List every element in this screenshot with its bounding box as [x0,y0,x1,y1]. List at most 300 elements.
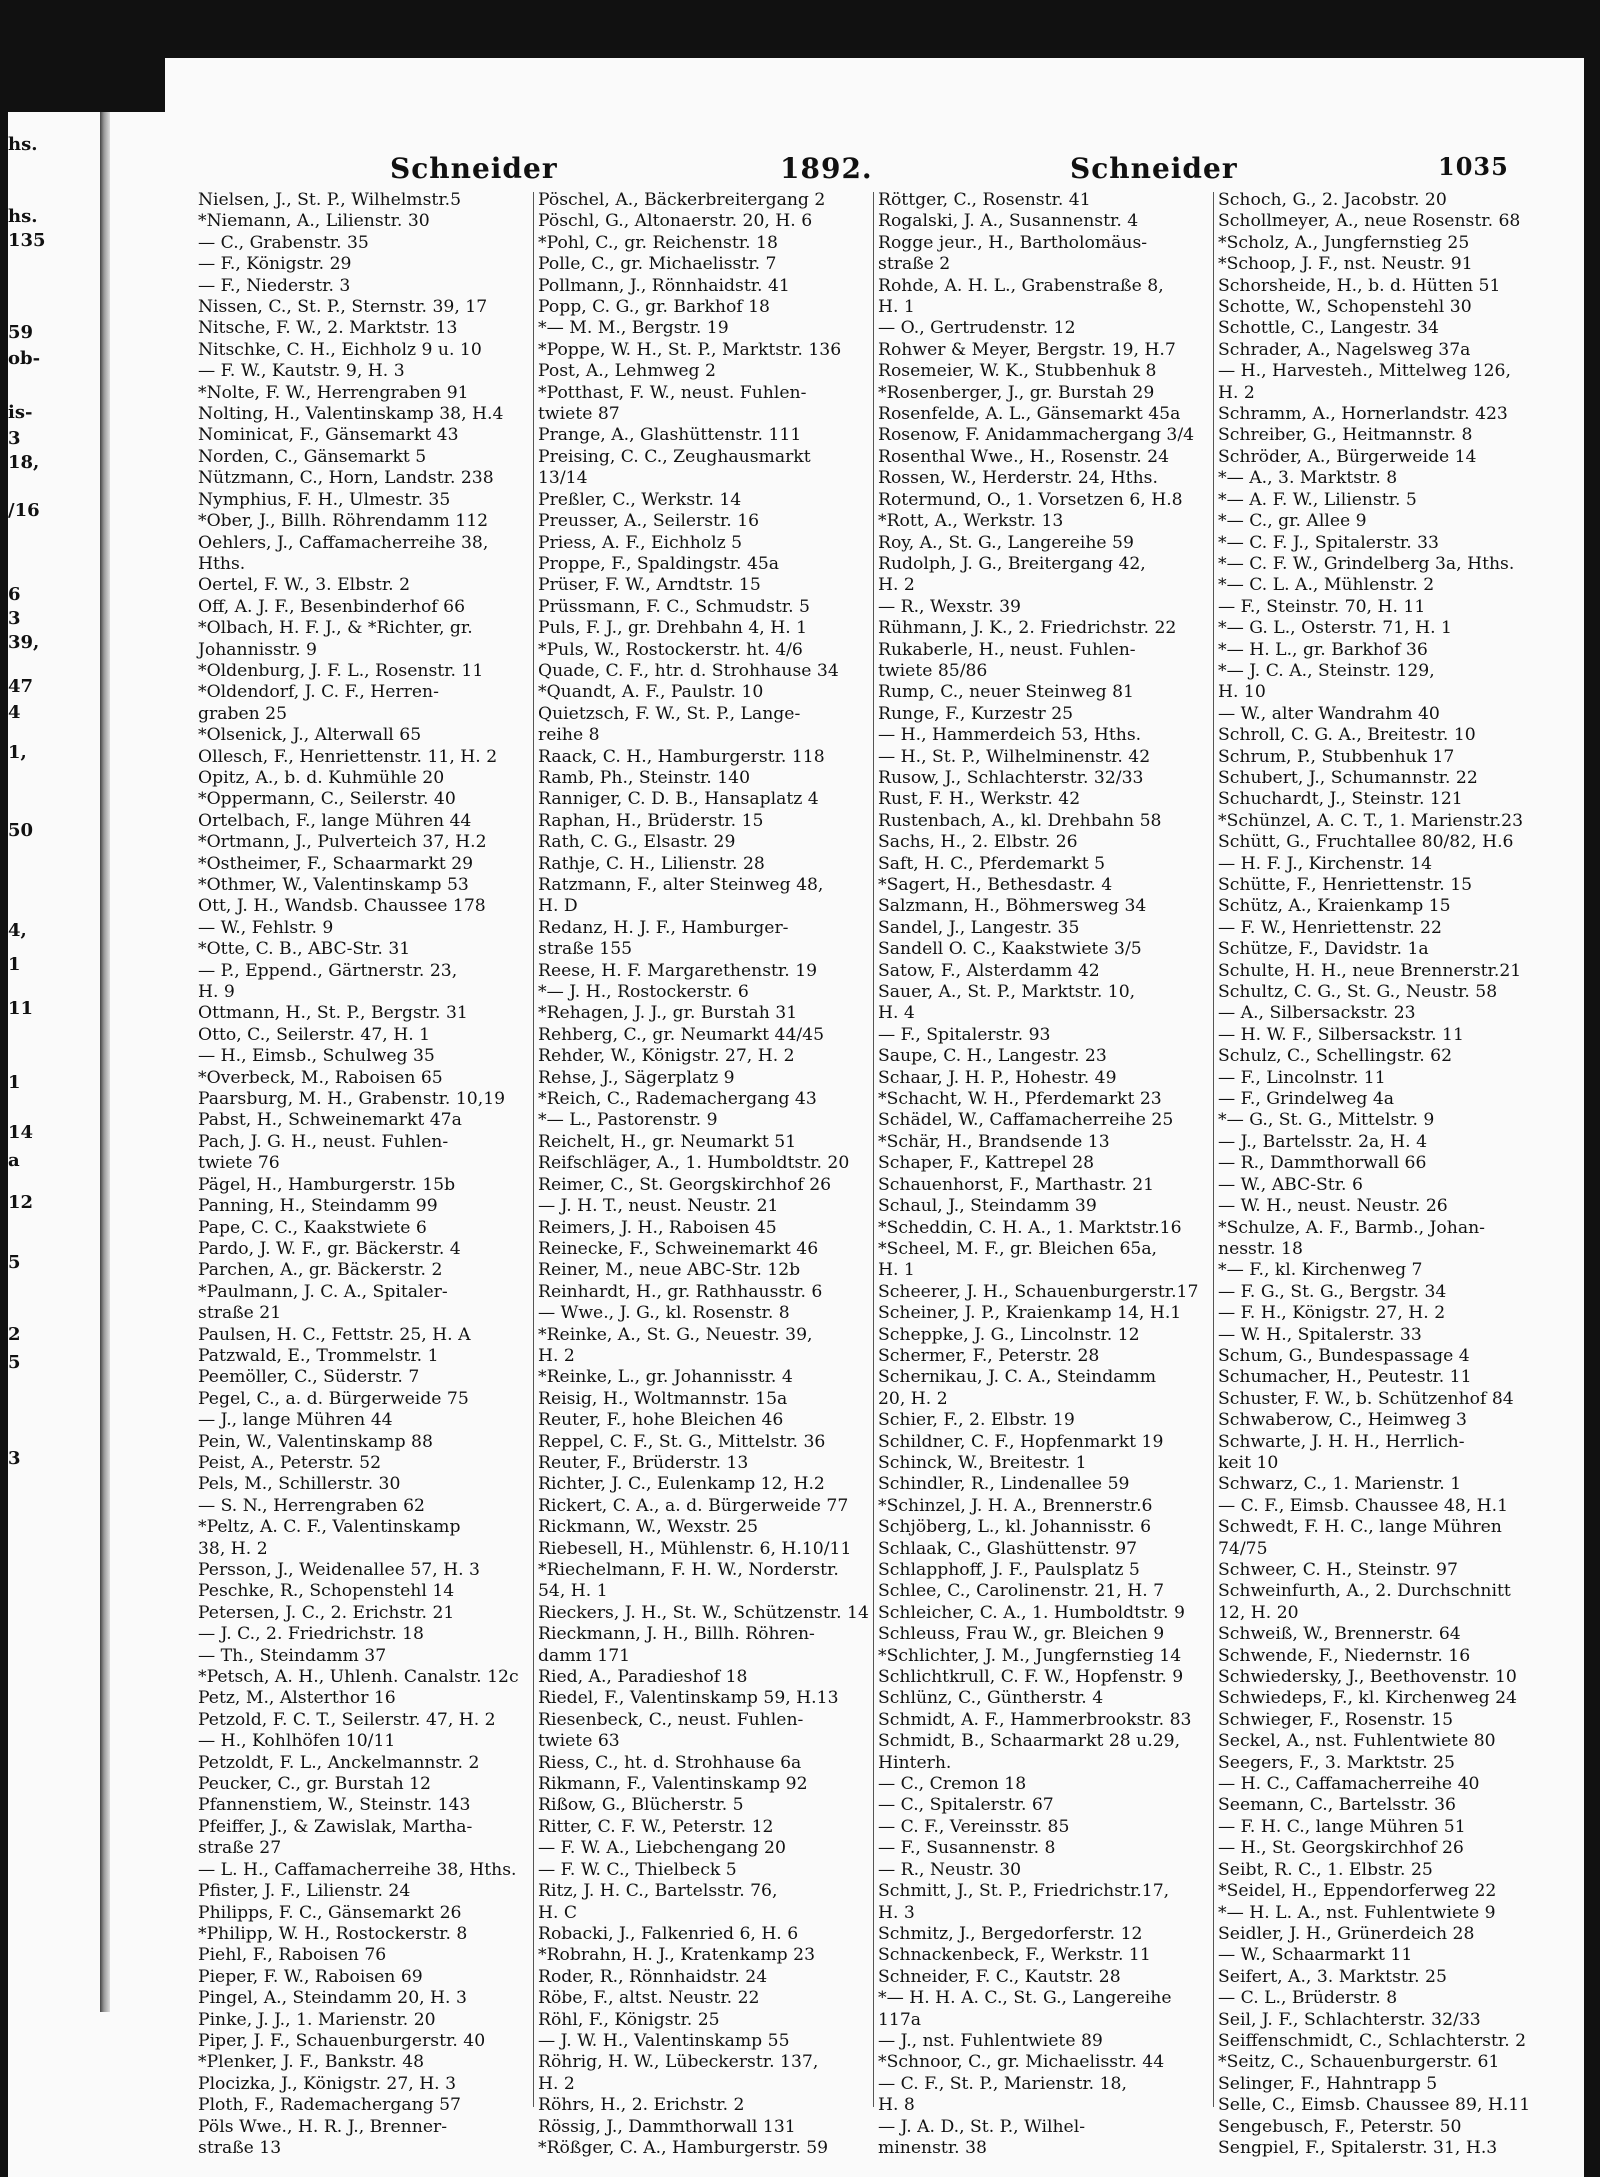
directory-entry: Schlaak, C., Glashüttenstr. 97 [878,1538,1138,1559]
margin-fragment: 12 [8,1192,34,1213]
directory-entry: *Olsenick, J., Alterwall 65 [198,725,422,746]
directory-entry: Schreiber, G., Heitmannstr. 8 [1218,425,1473,446]
directory-entry: *Olbach, H. F. J., & *Richter, gr. [198,618,473,639]
directory-entry: Piehl, F., Raboisen 76 [198,1945,387,1966]
directory-entry: Parchen, A., gr. Bäckerstr. 2 [198,1260,443,1281]
directory-entry: 54, H. 1 [538,1581,608,1602]
directory-entry: — W., Schaarmarkt 11 [1218,1945,1413,1966]
directory-entry: — Th., Steindamm 37 [198,1645,387,1666]
directory-entry: *Otte, C. B., ABC-Str. 31 [198,939,411,960]
directory-entry: — H., Kohlhöfen 10/11 [198,1731,396,1752]
directory-entry: *Philipp, W. H., Rostockerstr. 8 [198,1923,468,1944]
directory-entry: damm 171 [538,1645,631,1666]
directory-entry: *Ostheimer, F., Schaarmarkt 29 [198,853,474,874]
directory-entry: Petz, M., Alsterthor 16 [198,1688,396,1709]
directory-entry: Nominicat, F., Gänsemarkt 43 [198,425,459,446]
directory-entry: Riebesell, H., Mühlenstr. 6, H.10/11 [538,1538,852,1559]
directory-entry: — F. W., Henriettenstr. 22 [1218,917,1442,938]
directory-entry: Schum, G., Bundespassage 4 [1218,1345,1470,1366]
directory-entry: *— A., 3. Marktstr. 8 [1218,468,1398,489]
directory-entry: *Rosenberger, J., gr. Burstah 29 [878,382,1155,403]
directory-entry: Schubert, J., Schumannstr. 22 [1218,767,1478,788]
directory-entry: Redanz, H. J. F., Hamburger- [538,917,789,938]
directory-entry: *Pohl, C., gr. Reichenstr. 18 [538,232,778,253]
directory-entry: — J. A. D., St. P., Wilhel- [878,2116,1086,2137]
margin-fragment: 5 [8,1352,21,1373]
directory-entry: Pach, J. G. H., neust. Fuhlen- [198,1131,449,1152]
directory-entry: Nielsen, J., St. P., Wilhelmstr.5 [198,190,462,210]
directory-entry: Schumacher, H., Peutestr. 11 [1218,1367,1472,1388]
directory-entry: — R., Neustr. 30 [878,1859,1022,1880]
directory-entry: — C. F., Vereinsstr. 85 [878,1816,1070,1837]
directory-entry: *Schulze, A. F., Barmb., Johan- [1218,1217,1485,1238]
directory-entry: — F. G., St. G., Bergstr. 34 [1218,1281,1447,1302]
directory-entry: Schweer, C. H., Steinstr. 97 [1218,1560,1458,1580]
directory-entry: Rust, F. H., Werkstr. 42 [878,789,1081,810]
directory-entry: Schütte, F., Henriettenstr. 15 [1218,875,1473,895]
header-right-name: Schneider [1070,152,1238,185]
directory-entry: — F., Spitalerstr. 93 [878,1024,1051,1045]
directory-entry: Petersen, J. C., 2. Erichstr. 21 [198,1602,455,1623]
directory-entry: *Niemann, A., Lilienstr. 30 [198,211,430,232]
margin-fragment: 47 [8,676,34,697]
directory-entry: *— A. F. W., Lilienstr. 5 [1218,489,1417,510]
directory-entry: Seifert, A., 3. Marktstr. 25 [1218,1966,1447,1987]
directory-entry: Schlee, C., Carolinenstr. 21, H. 7 [878,1581,1165,1602]
directory-entry: Runge, F., Kurzestr 25 [878,703,1074,724]
directory-entry: — F., Susannenstr. 8 [878,1838,1056,1859]
directory-entry: Schottle, C., Langestr. 34 [1218,318,1439,339]
directory-entry: Seckel, A., nst. Fuhlentwiete 80 [1218,1731,1496,1752]
directory-entry: Selinger, F., Hahntrapp 5 [1218,2073,1438,2094]
directory-entry: Robacki, J., Falkenried 6, H. 6 [538,1923,799,1944]
directory-entry: *Oldenburg, J. F. L., Rosenstr. 11 [198,660,484,681]
directory-entry: *Oppermann, C., Seilerstr. 40 [198,789,456,810]
directory-entry: Schwedt, F. H. C., lange Mühren [1218,1517,1502,1538]
directory-entry: Schröder, A., Bürgerweide 14 [1218,446,1477,467]
directory-entry: Nolting, H., Valentinskamp 38, H.4 [198,404,504,425]
directory-entry: Rogalski, J. A., Susannenstr. 4 [878,211,1139,232]
directory-entry: Patzwald, E., Trommelstr. 1 [198,1345,439,1366]
directory-entry: H. 2 [878,575,915,596]
directory-entry: Pollmann, J., Rönnhaidstr. 41 [538,275,790,296]
directory-entry: H. 2 [538,2073,575,2094]
margin-fragment: 3 [8,608,21,629]
directory-entry: *— M. M., Bergstr. 19 [538,318,729,339]
directory-entry: Schulz, C., Schellingstr. 62 [1218,1046,1453,1067]
directory-entry: *— G. L., Osterstr. 71, H. 1 [1218,618,1452,639]
directory-entry: Pägel, H., Hamburgerstr. 15b [198,1174,456,1195]
directory-entry: reihe 8 [538,725,600,746]
margin-fragment: a [8,1150,20,1171]
directory-entry: *Schnoor, C., gr. Michaelisstr. 44 [878,2052,1165,2073]
directory-entry: Preusser, A., Seilerstr. 16 [538,511,760,532]
directory-entry: Schildner, C. F., Hopfenmarkt 19 [878,1431,1164,1452]
directory-entry: Puls, F. J., gr. Drehbahn 4, H. 1 [538,618,808,639]
directory-entry: Schier, F., 2. Elbstr. 19 [878,1410,1075,1431]
directory-entry: Schrader, A., Nagelsweg 37a [1218,339,1471,360]
directory-entry: Rehder, W., Königstr. 27, H. 2 [538,1046,795,1067]
directory-entry: H. 1 [878,1260,915,1281]
directory-entry: *Schär, H., Brandsende 13 [878,1131,1110,1152]
directory-entry: *Schlichter, J. M., Jungfernstieg 14 [878,1645,1182,1666]
margin-fragment: 3 [8,428,21,449]
margin-fragment: 6 [8,584,21,605]
directory-entry: Johannisstr. 9 [198,639,317,660]
directory-entry: — W., alter Wandrahm 40 [1218,703,1440,724]
directory-entry: straße 2 [878,254,951,275]
directory-entry: twiete 87 [538,404,620,425]
directory-entry: Popp, C. G., gr. Barkhof 18 [538,297,770,318]
directory-entry: Schmidt, A. F., Hammerbrookstr. 83 [878,1709,1192,1730]
directory-entry: — J. C., 2. Friedrichstr. 18 [198,1624,424,1645]
directory-entry: Reinecke, F., Schweinemarkt 46 [538,1238,819,1259]
directory-entry: Reifschläger, A., 1. Humboldtstr. 20 [538,1153,850,1174]
directory-entry: Schleicher, C. A., 1. Humboldtstr. 9 [878,1602,1185,1623]
directory-entry: Petzoldt, F. L., Anckelmannstr. 2 [198,1752,480,1773]
directory-entry: Richter, J. C., Eulenkamp 12, H.2 [538,1474,825,1495]
directory-entry: Ploth, F., Rademachergang 57 [198,2095,461,2116]
directory-entry: Scheerer, J. H., Schauenburgerstr.17 [878,1281,1199,1302]
directory-entry: Prange, A., Glashüttenstr. 111 [538,425,802,446]
directory-entry: *Overbeck, M., Raboisen 65 [198,1067,443,1088]
directory-entry: Off, A. J. F., Besenbinderhof 66 [198,596,466,617]
directory-entry: Schwiedersky, J., Beethovenstr. 10 [1218,1667,1517,1688]
directory-entry: Rohde, A. H. L., Grabenstraße 8, [878,275,1164,296]
directory-entry: straße 21 [198,1303,282,1324]
directory-entry: Pabst, H., Schweinemarkt 47a [198,1110,462,1131]
directory-entry: — F. W. A., Liebchengang 20 [538,1838,786,1859]
directory-entry: Plocizka, J., Königstr. 27, H. 3 [198,2073,457,2094]
directory-entry: 13/14 [538,468,588,489]
directory-entry: Peschke, R., Schopenstehl 14 [198,1581,455,1602]
scan-border-left [0,0,8,2177]
directory-entry: Riess, C., ht. d. Strohhause 6a [538,1752,802,1773]
directory-entry: Pinke, J. J., 1. Marienstr. 20 [198,2009,436,2030]
directory-entry: Pöls Wwe., H. R. J., Brenner- [198,2116,448,2137]
directory-entry: Sandell O. C., Kaakstwiete 3/5 [878,939,1142,960]
directory-entry: graben 25 [198,703,288,724]
directory-entry: — F., Niederstr. 3 [198,275,351,296]
directory-entry: Rieckers, J. H., St. W., Schützenstr. 14 [538,1602,869,1623]
directory-entry: Nymphius, F. H., Ulmestr. 35 [198,489,451,510]
directory-entry: straße 13 [198,2137,282,2158]
directory-entry: Quade, C. F., htr. d. Strohhause 34 [538,660,839,681]
directory-entry: Schramm, A., Hornerlandstr. 423 [1218,404,1508,425]
directory-entry: *Schacht, W. H., Pferdemarkt 23 [878,1089,1162,1110]
directory-entry: *— C. F. W., Grindelberg 3a, Hths. [1218,553,1515,574]
directory-entry: Saft, H. C., Pferdemarkt 5 [878,853,1106,874]
directory-entry: Raphan, H., Brüderstr. 15 [538,810,764,831]
directory-entry: Schwarte, J. H. H., Herrlich- [1218,1431,1465,1452]
directory-entry: Rosenfelde, A. L., Gänsemarkt 45a [878,404,1181,425]
directory-entry: Rossen, W., Herderstr. 24, Hths. [878,468,1158,489]
directory-entry: *Rehagen, J. J., gr. Burstah 31 [538,1003,798,1024]
directory-entry: Pöschl, G., Altonaerstr. 20, H. 6 [538,211,813,232]
directory-entry: Nitsche, F. W., 2. Marktstr. 13 [198,318,458,339]
margin-fragment: 135 [8,230,46,251]
margin-fragment: ob- [8,348,41,369]
directory-entry: Oehlers, J., Caffamacherreihe 38, [198,532,489,553]
directory-entry: Schwaberow, C., Heimweg 3 [1218,1410,1467,1431]
directory-entry: Schütze, F., Davidstr. 1a [1218,939,1429,960]
directory-entry: Rieckmann, J. H., Billh. Röhren- [538,1624,815,1645]
directory-entry: *Oldendorf, J. C. F., Herren- [198,682,439,703]
directory-entry: minenstr. 38 [878,2137,987,2158]
directory-entry: Scheiner, J. P., Kraienkamp 14, H.1 [878,1303,1182,1324]
directory-entry: Pieper, F. W., Raboisen 69 [198,1966,423,1987]
directory-entry: Schwieger, F., Rosenstr. 15 [1218,1709,1454,1730]
directory-entry: Riedel, F., Valentinskamp 59, H.13 [538,1688,839,1709]
directory-entry: nesstr. 18 [1218,1238,1303,1259]
directory-entry: Sengebusch, F., Peterstr. 50 [1218,2116,1462,2137]
directory-entry: Schneider, F. C., Kautstr. 28 [878,1966,1121,1987]
margin-fragment: 1, [8,742,27,763]
directory-entry: H. 8 [878,2095,915,2116]
directory-entry: *Sagert, H., Bethesdastr. 4 [878,875,1113,895]
directory-entry: Pardo, J. W. F., gr. Bäckerstr. 4 [198,1238,461,1259]
header-left-name: Schneider [390,152,558,185]
directory-entry: Reiner, M., neue ABC-Str. 12b [538,1260,801,1281]
directory-entry: Paulsen, H. C., Fettstr. 25, H. A [198,1324,471,1345]
margin-fragment: 1 [8,1072,21,1093]
directory-entry: Ratzmann, F., alter Steinweg 48, [538,875,824,895]
directory-entry: *Quandt, A. F., Paulstr. 10 [538,682,764,703]
directory-entry: Schermer, F., Peterstr. 28 [878,1345,1100,1366]
directory-entry: Schaper, F., Kattrepel 28 [878,1153,1095,1174]
directory-entry: Schlichtkrull, C. F. W., Hopfenstr. 9 [878,1667,1184,1688]
directory-entry: — H., Eimsb., Schulweg 35 [198,1046,435,1067]
margin-fragment: 1 [8,954,21,975]
directory-entry: Persson, J., Weidenallee 57, H. 3 [198,1560,480,1580]
directory-columns [198,190,1558,2158]
margin-fragment: 59 [8,322,34,343]
directory-entry: Rathje, C. H., Lilienstr. 28 [538,853,765,874]
directory-entry: Piper, J. F., Schauenburgerstr. 40 [198,2030,486,2051]
directory-entry: Ortelbach, F., lange Mühren 44 [198,810,472,831]
directory-entry: Rohwer & Meyer, Bergstr. 19, H.7 [878,339,1176,360]
directory-entry: Rustenbach, A., kl. Drehbahn 58 [878,810,1162,831]
directory-entry: — F., Königstr. 29 [198,254,352,275]
directory-entry: *— H. L. A., nst. Fuhlentwiete 9 [1218,1902,1496,1923]
directory-entry: Sachs, H., 2. Elbstr. 26 [878,832,1078,853]
directory-entry: *Seidel, H., Eppendorferweg 22 [1218,1881,1497,1902]
header-year: 1892. [780,152,873,185]
directory-entry: — S. N., Herrengraben 62 [198,1495,425,1516]
directory-entry: twiete 63 [538,1731,620,1752]
directory-entry: *Riechelmann, F. H. W., Norderstr. [538,1560,839,1580]
margin-fragment: 14 [8,1122,34,1143]
directory-entry: Scheppke, J. G., Lincolnstr. 12 [878,1324,1140,1345]
margin-fragment: 4 [8,702,21,723]
directory-entry: Reisig, H., Woltmannstr. 15a [538,1388,788,1409]
directory-entry: Peucker, C., gr. Burstah 12 [198,1774,431,1795]
directory-entry: Pingel, A., Steindamm 20, H. 3 [198,1988,467,2009]
directory-entry: — H., Harvesteh., Mittelweg 126, [1218,361,1511,382]
directory-entry: Schorsheide, H., b. d. Hütten 51 [1218,275,1501,296]
directory-entry: keit 10 [1218,1452,1279,1473]
directory-entry: Pfeiffer, J., & Zawislak, Martha- [198,1816,473,1837]
directory-entry: — J., nst. Fuhlentwiete 89 [878,2030,1103,2051]
directory-entry: *— G., St. G., Mittelstr. 9 [1218,1110,1435,1131]
directory-entry: Preising, C. C., Zeughausmarkt [538,446,811,467]
directory-entry: Schwende, F., Niedernstr. 16 [1218,1645,1471,1666]
margin-fragment: hs. [8,206,38,227]
book-gutter [100,112,110,2012]
directory-entry: Schjöberg, L., kl. Johannisstr. 6 [878,1517,1152,1538]
directory-entry: *Plenker, J. F., Bankstr. 48 [198,2052,425,2073]
previous-page-edge [8,112,100,2012]
directory-entry: Sauer, A., St. P., Marktstr. 10, [878,982,1136,1003]
directory-entry: *Scheel, M. F., gr. Bleichen 65a, [878,1238,1158,1259]
directory-entry: Schoch, G., 2. Jacobstr. 20 [1218,190,1447,210]
directory-entry: Seegers, F., 3. Marktstr. 25 [1218,1752,1455,1773]
directory-column-3 [878,190,1218,2158]
directory-entry: Sandel, J., Langestr. 35 [878,917,1080,938]
directory-entry: Satow, F., Alsterdamm 42 [878,960,1100,981]
directory-entry: Schollmeyer, A., neue Rosenstr. 68 [1218,211,1521,232]
directory-entry: Rosenthal Wwe., H., Rosenstr. 24 [878,446,1170,467]
directory-entry: *Peltz, A. C. F., Valentinskamp [198,1517,461,1538]
directory-entry: H. 4 [878,1003,915,1024]
directory-entry: Schinck, W., Breitestr. 1 [878,1452,1087,1473]
directory-entry: Schwiedeps, F., kl. Kirchenweg 24 [1218,1688,1517,1709]
directory-entry: Ramb, Ph., Steinstr. 140 [538,767,751,788]
directory-entry: — H. C., Caffamacherreihe 40 [1218,1774,1480,1795]
directory-entry: — C. F., Eimsb. Chaussee 48, H.1 [1218,1495,1509,1516]
directory-entry: — C., Cremon 18 [878,1774,1027,1795]
directory-entry: — H., St. P., Wilhelminenstr. 42 [878,746,1151,767]
directory-entry: Röhrig, H. W., Lübeckerstr. 137, [538,2052,819,2073]
directory-entry: Selle, C., Eimsb. Chaussee 89, H.11 [1218,2095,1531,2116]
directory-entry: Pfister, J. F., Lilienstr. 24 [198,1881,411,1902]
directory-entry: — O., Gertrudenstr. 12 [878,318,1076,339]
directory-entry: Oertel, F. W., 3. Elbstr. 2 [198,575,411,596]
directory-entry: *— H. L., gr. Barkhof 36 [1218,639,1428,660]
directory-entry: 117a [878,2009,922,2030]
directory-entry: *Othmer, W., Valentinskamp 53 [198,875,469,895]
directory-entry: — H., Hammerdeich 53, Hths. [878,725,1142,746]
directory-entry: — H., St. Georgskirchhof 26 [1218,1838,1464,1859]
directory-entry: Pein, W., Valentinskamp 88 [198,1431,433,1452]
directory-entry: — F. H., Königstr. 27, H. 2 [1218,1303,1446,1324]
directory-entry: — P., Eppend., Gärtnerstr. 23, [198,960,458,981]
directory-entry: — F., Lincolnstr. 11 [1218,1067,1386,1088]
directory-entry: Schädel, W., Caffamacherreihe 25 [878,1110,1174,1131]
scan-border-right [1584,0,1600,2177]
directory-entry: *Poppe, W. H., St. P., Marktstr. 136 [538,339,842,360]
directory-entry: Schweinfurth, A., 2. Durchschnitt [1218,1581,1511,1602]
directory-entry: — R., Dammthorwall 66 [1218,1153,1427,1174]
directory-entry: *— J. C. A., Steinstr. 129, [1218,660,1435,681]
directory-entry: — W., ABC-Str. 6 [1218,1174,1363,1195]
directory-entry: Sengpiel, F., Spitalerstr. 31, H.3 [1218,2137,1498,2158]
directory-entry: *Petsch, A. H., Uhlenh. Canalstr. 12c [198,1667,519,1688]
margin-fragment: 2 [8,1324,21,1345]
margin-fragment: 11 [8,998,34,1019]
directory-entry: Schlünz, C., Güntherstr. 4 [878,1688,1104,1709]
directory-entry: Schweiß, W., Brennerstr. 64 [1218,1624,1461,1645]
directory-entry: *Robrahn, H. J., Kratenkamp 23 [538,1945,816,1966]
directory-entry: — R., Wexstr. 39 [878,596,1021,617]
directory-entry: *Rößger, C. A., Hamburgerstr. 59 [538,2137,829,2158]
directory-entry: Rißow, G., Blücherstr. 5 [538,1795,744,1816]
directory-entry: — W. H., neust. Neustr. 26 [1218,1196,1448,1217]
directory-entry: Schlapphoff, J. F., Paulsplatz 5 [878,1560,1140,1580]
directory-entry: — F. W., Kautstr. 9, H. 3 [198,361,405,382]
directory-entry: Reppel, C. F., St. G., Mittelstr. 36 [538,1431,826,1452]
directory-entry: Norden, C., Gänsemarkt 5 [198,446,427,467]
directory-entry: Pels, M., Schillerstr. 30 [198,1474,401,1495]
directory-entry: H. C [538,1902,578,1923]
directory-entry: *Schünzel, A. C. T., 1. Marienstr.23 [1218,810,1524,831]
directory-entry: Quietzsch, F. W., St. P., Lange- [538,703,801,724]
margin-fragment: hs. [8,134,38,155]
directory-entry: — Wwe., J. G., kl. Rosenstr. 8 [538,1303,790,1324]
directory-entry: Proppe, F., Spaldingstr. 45a [538,553,780,574]
directory-entry: — W., Fehlstr. 9 [198,917,334,938]
directory-entry: Reichelt, H., gr. Neumarkt 51 [538,1131,797,1152]
directory-entry: — C., Grabenstr. 35 [198,232,369,253]
directory-entry: Rusow, J., Schlachterstr. 32/33 [878,767,1144,788]
directory-page [110,112,1584,2172]
directory-entry: Roder, R., Rönnhaidstr. 24 [538,1966,768,1987]
directory-entry: Schaar, J. H. P., Hohestr. 49 [878,1067,1117,1088]
directory-entry: 12, H. 20 [1218,1602,1299,1623]
directory-entry: Panning, H., Steindamm 99 [198,1196,438,1217]
directory-entry: Peist, A., Peterstr. 52 [198,1452,382,1473]
directory-entry: Rikmann, F., Valentinskamp 92 [538,1774,808,1795]
directory-entry: — F. H. C., lange Mühren 51 [1218,1816,1466,1837]
directory-entry: *Paulmann, J. C. A., Spitaler- [198,1281,448,1302]
directory-entry: Schotte, W., Schopenstehl 30 [1218,297,1472,318]
directory-entry: Reimers, J. H., Raboisen 45 [538,1217,777,1238]
margin-fragment: 18, [8,452,40,473]
directory-entry: 38, H. 2 [198,1538,268,1559]
directory-entry: Rickert, C. A., a. d. Bürgerweide 77 [538,1495,849,1516]
directory-entry: Prüssmann, F. C., Schmudstr. 5 [538,596,810,617]
directory-entry: Rogge jeur., H., Bartholomäus- [878,232,1148,253]
directory-entry: Schindler, R., Lindenallee 59 [878,1474,1130,1495]
directory-entry: Pfannenstiem, W., Steinstr. 143 [198,1795,471,1816]
directory-entry: Schulte, H. H., neue Brennerstr.21 [1218,960,1522,981]
directory-entry: — J. H. T., neust. Neustr. 21 [538,1196,779,1217]
directory-entry: *Ortmann, J., Pulverteich 37, H.2 [198,832,487,853]
directory-entry: Rath, C. G., Elsastr. 29 [538,832,736,853]
directory-entry: Otto, C., Seilerstr. 47, H. 1 [198,1024,431,1045]
directory-entry: Raack, C. H., Hamburgerstr. 118 [538,746,825,767]
directory-entry: *— C. F. J., Spitalerstr. 33 [1218,532,1439,553]
directory-entry: Seibt, R. C., 1. Elbstr. 25 [1218,1859,1433,1880]
directory-entry: Seidler, J. H., Grünerdeich 28 [1218,1923,1475,1944]
directory-entry: Reuter, F., Brüderstr. 13 [538,1452,749,1473]
directory-entry: — J., lange Mühren 44 [198,1410,393,1431]
directory-entry: — J., Bartelsstr. 2a, H. 4 [1218,1131,1428,1152]
directory-entry: Philipps, F. C., Gänsemarkt 26 [198,1902,462,1923]
directory-entry: Schleuss, Frau W., gr. Bleichen 9 [878,1624,1165,1645]
directory-entry: Post, A., Lehmweg 2 [538,361,716,382]
directory-entry: Rudolph, J. G., Breitergang 42, [878,553,1146,574]
directory-entry: Schwarz, C., 1. Marienstr. 1 [1218,1474,1462,1495]
directory-entry: Ried, A., Paradieshof 18 [538,1667,748,1688]
directory-entry: *Ober, J., Billh. Röhrendamm 112 [198,511,489,532]
directory-entry: Roy, A., St. G., Langereihe 59 [878,532,1134,553]
margin-fragment: 39, [8,632,40,653]
directory-entry: *Rott, A., Werkstr. 13 [878,511,1064,532]
directory-entry: Petzold, F. C. T., Seilerstr. 47, H. 2 [198,1709,496,1730]
directory-entry: Schmitt, J., St. P., Friedrichstr.17, [878,1881,1170,1902]
directory-entry: Schuster, F. W., b. Schützenhof 84 [1218,1388,1514,1409]
